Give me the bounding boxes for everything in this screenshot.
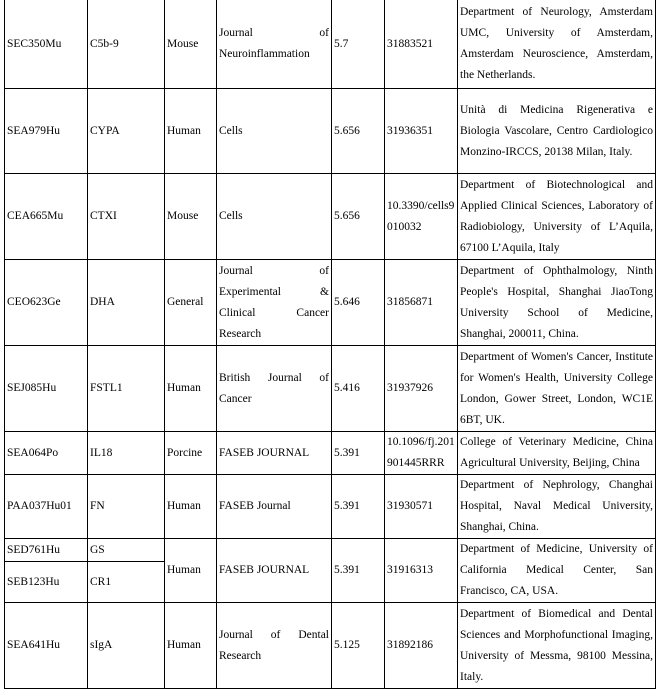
journal-cell: Cells (217, 174, 332, 260)
table-row (5, 260, 656, 346)
publications-table (4, 0, 656, 689)
journal-cell: Cells (217, 89, 332, 174)
species-cell: Human (165, 346, 217, 432)
impact-factor-cell: 5.125 (332, 603, 385, 689)
reference-cell: 31930571 (385, 475, 458, 539)
impact-factor-cell: 5.391 (332, 475, 385, 539)
impact-factor-cell: 5.391 (332, 432, 385, 475)
species-cell: Human (165, 539, 217, 603)
target-cell: C5b-9 (88, 0, 165, 89)
table-row (5, 0, 656, 89)
impact-factor-cell: 5.646 (332, 260, 385, 346)
product-code-cell: SEC350Mu (5, 0, 88, 89)
product-code-cell: SEA064Po (5, 432, 88, 475)
reference-cell: 10.3390/cells9010032 (385, 174, 458, 260)
species-cell: Mouse (165, 174, 217, 260)
species-cell: Human (165, 603, 217, 689)
target-cell: GS (88, 539, 165, 562)
target-cell: CTXI (88, 174, 165, 260)
table-row (5, 89, 656, 174)
journal-cell: Journal of Neuroinflammation (217, 0, 332, 89)
table-row (5, 432, 656, 475)
product-code-cell: PAA037Hu01 (5, 475, 88, 539)
table-row (5, 346, 656, 432)
product-code-cell: SEA641Hu (5, 603, 88, 689)
affiliation-cell: Department of Women's Cancer, Institute for Women's Health, University College London, Gower Street, London, WC1E 6BT, UK. (458, 346, 656, 432)
target-cell: FSTL1 (88, 346, 165, 432)
affiliation-cell: Department of Neurology, Amsterdam UMC, University of Amsterdam, Amsterdam Neuroscience, Amsterdam, the Netherlands. (458, 0, 656, 89)
journal-cell: FASEB Journal (217, 475, 332, 539)
species-cell: General (165, 260, 217, 346)
journal-cell: FASEB JOURNAL (217, 539, 332, 603)
product-code-cell: SEJ085Hu (5, 346, 88, 432)
impact-factor-cell: 5.656 (332, 89, 385, 174)
target-cell: sIgA (88, 603, 165, 689)
reference-cell: 31856871 (385, 260, 458, 346)
product-code-cell: SED761Hu (5, 539, 88, 562)
impact-factor-cell: 5.7 (332, 0, 385, 89)
affiliation-cell: Unità di Medicina Rigenerativa e Biologia Vascolare, Centro Cardiologico Monzino-IRCCS, 20138 Milan, Italy. (458, 89, 656, 174)
species-cell: Mouse (165, 0, 217, 89)
journal-cell: Journal of Dental Research (217, 603, 332, 689)
target-cell: IL18 (88, 432, 165, 475)
affiliation-cell: Department of Biomedical and Dental Sciences and Morphofunctional Imaging, University of Messma, 98100 Messina, Italy. (458, 603, 656, 689)
product-code-cell: SEB123Hu (5, 562, 88, 603)
impact-factor-cell: 5.656 (332, 174, 385, 260)
impact-factor-cell: 5.391 (332, 539, 385, 603)
target-cell: FN (88, 475, 165, 539)
target-cell: CYPA (88, 89, 165, 174)
impact-factor-cell: 5.416 (332, 346, 385, 432)
target-cell: CR1 (88, 562, 165, 603)
affiliation-cell: Department of Biotechnological and Applied Clinical Sciences, Laboratory of Radiobiology, University of L’Aquila, 67100 L’Aquila, Italy (458, 174, 656, 260)
reference-cell: 31892186 (385, 603, 458, 689)
journal-cell: Journal of Experimental & Clinical Cancer Research (217, 260, 332, 346)
product-code-cell: SEA979Hu (5, 89, 88, 174)
affiliation-cell: College of Veterinary Medicine, China Agricultural University, Beijing, China (458, 432, 656, 475)
reference-cell: 31937926 (385, 346, 458, 432)
target-cell: DHA (88, 260, 165, 346)
affiliation-cell: Department of Nephrology, Changhai Hospital, Naval Medical University, Shanghai, China. (458, 475, 656, 539)
species-cell: Porcine (165, 432, 217, 475)
reference-cell: 31916313 (385, 539, 458, 603)
table-row (5, 603, 656, 689)
table-row (5, 539, 656, 562)
affiliation-cell: Department of Ophthalmology, Ninth People's Hospital, Shanghai JiaoTong University School of Medicine, Shanghai, 200011, China. (458, 260, 656, 346)
table-row (5, 174, 656, 260)
journal-cell: British Journal of Cancer (217, 346, 332, 432)
product-code-cell: CEA665Mu (5, 174, 88, 260)
reference-cell: 10.1096/fj.201901445RRR (385, 432, 458, 475)
reference-cell: 31936351 (385, 89, 458, 174)
journal-cell: FASEB JOURNAL (217, 432, 332, 475)
reference-cell: 31883521 (385, 0, 458, 89)
species-cell: Human (165, 89, 217, 174)
affiliation-cell: Department of Medicine, University of California Medical Center, San Francisco, CA, USA. (458, 539, 656, 603)
table-row (5, 475, 656, 539)
species-cell: Human (165, 475, 217, 539)
product-code-cell: CEO623Ge (5, 260, 88, 346)
